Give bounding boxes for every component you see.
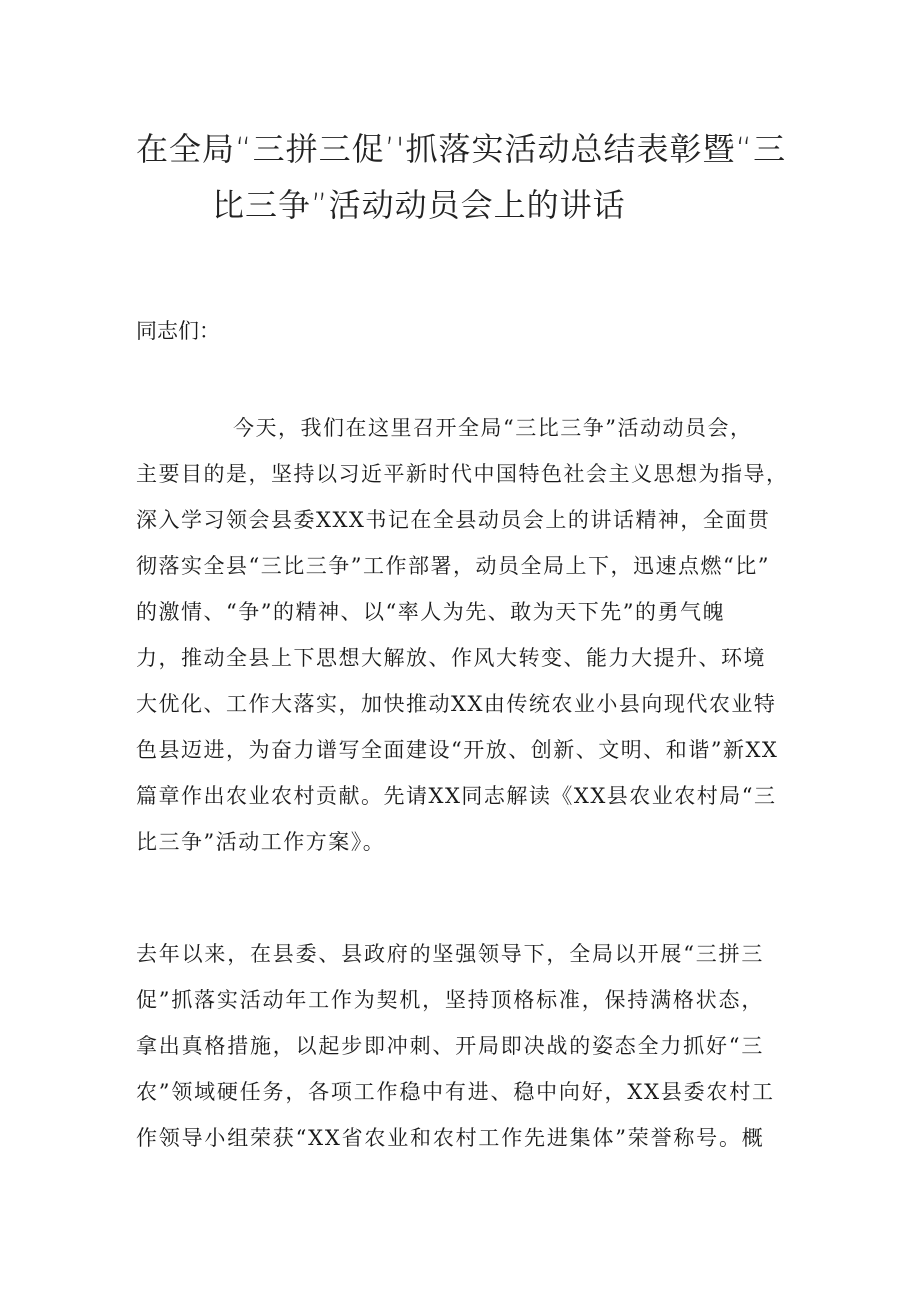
paragraph-line: 去年以来，在县委、县政府的坚强领导下，全局以开展“三拼三 xyxy=(136,942,765,966)
paragraph-line: 作领导小组荣获“XX省农业和农村工作先进集体”荣誉称号。概 xyxy=(136,1126,765,1150)
paragraph-line: 力，推动全县上下思想大解放、作风大转变、能力大提升、环境 xyxy=(136,646,766,670)
paragraph-line: 今天，我们在这里召开全局“三比三争”活动动员会， xyxy=(233,416,753,440)
salutation: 同志们： xyxy=(136,319,220,343)
paragraph-line: 农”领域硬任务，各项工作稳中有进、稳中向好，XX县委农村工 xyxy=(136,1080,775,1104)
paragraph-line: 彻落实全县“三比三争”工作部署，动员全局上下，迅速点燃“比” xyxy=(136,554,770,578)
document-title-line-1: 在全局“三拼三促’'抓落实活动总结表彰暨“三 xyxy=(136,130,787,168)
paragraph-line: 拿出真格措施，以起步即冲刺、开局即决战的姿态全力抓好“三 xyxy=(136,1034,765,1058)
paragraph-1 xyxy=(136,405,791,865)
paragraph-line: 比三争”活动工作方案》。 xyxy=(136,830,386,854)
paragraph-line: 篇章作出农业农村贡献。先请XX同志解读《XX县农业农村局“三 xyxy=(136,784,777,808)
document-title-line-2: 比三争”活动动员会上的讲话 xyxy=(212,186,626,224)
paragraph-2 xyxy=(136,931,791,1161)
paragraph-line: 促”抓落实活动年工作为契机，坚持顶格标准，保持满格状态， xyxy=(136,988,765,1012)
paragraph-line: 大优化、工作大落实，加快推动XX由传统农业小县向现代农业特 xyxy=(136,692,777,716)
paragraph-line: 色县迈进，为奋力谱写全面建设“开放、创新、文明、和谐”新XX xyxy=(136,738,779,762)
paragraph-line: 的激情、“争”的精神、以“率人为先、敢为天下先”的勇气魄 xyxy=(136,600,725,624)
paragraph-line: 深入学习领会县委XXX书记在全县动员会上的讲话精神，全面贯 xyxy=(136,508,771,532)
paragraph-line: 主要目的是，坚持以习近平新时代中国特色社会主义思想为指导， xyxy=(136,462,789,486)
